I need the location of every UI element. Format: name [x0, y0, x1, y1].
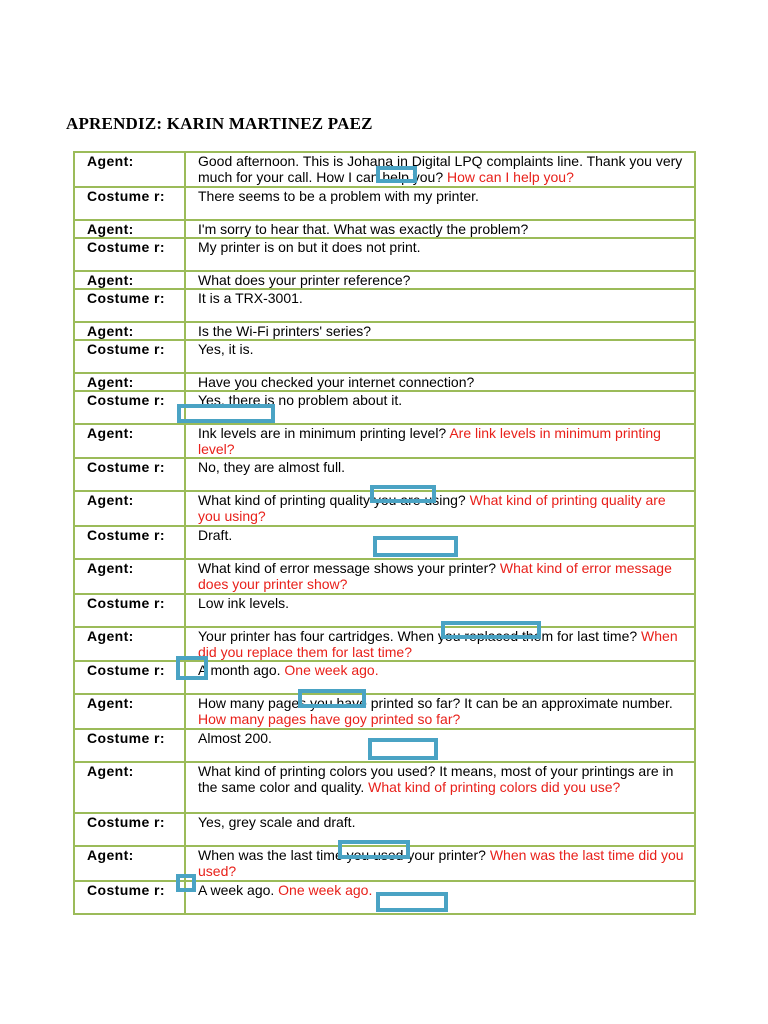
table-row — [74, 627, 695, 661]
utterance-text: Draft. — [198, 527, 233, 543]
speaker-cell: Costume r: — [74, 661, 185, 694]
utterance-text: How many pages you have printed so far? It can be an approximate number. — [198, 695, 673, 711]
page-title: APRENDIZ: KARIN MARTINEZ PAEZ — [66, 114, 373, 133]
table-row — [74, 187, 695, 220]
speaker-cell: Costume r: — [74, 729, 185, 762]
utterance-text: What does your printer reference? — [198, 272, 411, 288]
utterance-cell — [185, 238, 695, 271]
speaker-cell: Costume r: — [74, 594, 185, 627]
utterance-text: A week ago. — [198, 882, 279, 898]
utterance-text: What kind of printing quality you are using? — [198, 492, 470, 508]
table-row — [74, 881, 695, 914]
utterance-cell — [185, 526, 695, 559]
correction-text: What kind of printing quality are you using? — [198, 492, 666, 524]
utterance-text: No, they are almost full. — [198, 459, 346, 475]
speaker-cell: Agent: — [74, 220, 185, 238]
table-row — [74, 491, 695, 526]
utterance-cell — [185, 340, 695, 373]
utterance-text: Almost 200. — [198, 730, 272, 746]
utterance-cell — [185, 491, 695, 526]
utterance-cell — [185, 813, 695, 846]
utterance-text: It is a TRX-3001. — [198, 290, 303, 306]
table-row — [74, 594, 695, 627]
utterance-text: My printer is on but it does not print. — [198, 239, 421, 255]
utterance-text: What kind of printing colors you used? It means, most of your printings are in the same color and quality. — [198, 763, 674, 795]
correction-text: What kind of error message does your printer show? — [198, 560, 672, 592]
speaker-cell: Costume r: — [74, 238, 185, 271]
table-row — [74, 729, 695, 762]
utterance-text: Yes, there is no problem about it. — [198, 392, 403, 408]
utterance-text: Have you checked your internet connection? — [198, 374, 475, 390]
table-row — [74, 424, 695, 458]
table-row — [74, 661, 695, 694]
utterance-text: I'm sorry to hear that. What was exactly the problem? — [198, 221, 529, 237]
table-row — [74, 152, 695, 187]
table-row — [74, 373, 695, 391]
utterance-cell — [185, 271, 695, 289]
table-row — [74, 458, 695, 491]
table-row — [74, 271, 695, 289]
utterance-cell — [185, 881, 695, 914]
speaker-cell: Costume r: — [74, 813, 185, 846]
dialogue-table — [73, 151, 696, 915]
utterance-text: There seems to be a problem with my printer. — [198, 188, 479, 204]
speaker-cell: Costume r: — [74, 340, 185, 373]
utterance-cell — [185, 424, 695, 458]
utterance-text: When was the last time you used your printer? — [198, 847, 490, 863]
speaker-cell: Agent: — [74, 491, 185, 526]
correction-text: What kind of printing colors did you use? — [368, 779, 621, 795]
speaker-cell: Agent: — [74, 627, 185, 661]
utterance-cell — [185, 694, 695, 729]
table-row — [74, 526, 695, 559]
correction-text: How many pages have goy printed so far? — [198, 711, 461, 727]
utterance-text: A month ago. — [198, 662, 285, 678]
utterance-cell — [185, 762, 695, 813]
utterance-cell — [185, 373, 695, 391]
utterance-text: What kind of error message shows your printer? — [198, 560, 500, 576]
table-row — [74, 846, 695, 881]
correction-text: How can I help you? — [447, 169, 574, 185]
utterance-text: Yes, grey scale and draft. — [198, 814, 356, 830]
table-row — [74, 340, 695, 373]
correction-text: One week ago. — [284, 662, 379, 678]
table-row — [74, 322, 695, 340]
utterance-cell — [185, 187, 695, 220]
table-row — [74, 694, 695, 729]
utterance-cell — [185, 220, 695, 238]
speaker-cell: Agent: — [74, 152, 185, 187]
utterance-cell — [185, 391, 695, 424]
utterance-text: Your printer has four cartridges. When you replaced them for last time? — [198, 628, 642, 644]
speaker-cell: Agent: — [74, 271, 185, 289]
utterance-cell — [185, 458, 695, 491]
utterance-cell — [185, 152, 695, 187]
speaker-cell: Costume r: — [74, 187, 185, 220]
speaker-cell: Costume r: — [74, 526, 185, 559]
table-row — [74, 559, 695, 594]
table-row — [74, 391, 695, 424]
utterance-text: Yes, it is. — [198, 341, 254, 357]
utterance-cell — [185, 322, 695, 340]
speaker-cell: Costume r: — [74, 391, 185, 424]
table-row — [74, 238, 695, 271]
table-row — [74, 289, 695, 322]
correction-text: When did you replace them for last time? — [198, 628, 678, 660]
utterance-cell — [185, 289, 695, 322]
table-row — [74, 762, 695, 813]
utterance-text: Low ink levels. — [198, 595, 290, 611]
utterance-text: Is the Wi-Fi printers' series? — [198, 323, 372, 339]
correction-text: Are link levels in minimum printing level? — [198, 425, 661, 457]
utterance-cell — [185, 729, 695, 762]
speaker-cell: Agent: — [74, 846, 185, 881]
speaker-cell: Costume r: — [74, 458, 185, 491]
speaker-cell: Agent: — [74, 322, 185, 340]
speaker-cell: Agent: — [74, 694, 185, 729]
speaker-cell: Agent: — [74, 373, 185, 391]
speaker-cell: Agent: — [74, 559, 185, 594]
speaker-cell: Costume r: — [74, 881, 185, 914]
utterance-text: Good afternoon. This is Johana in Digital LPQ complaints line. Thank you very much for your call. How I can help you? — [198, 153, 683, 185]
speaker-cell: Agent: — [74, 762, 185, 813]
correction-text: When was the last time did you used? — [198, 847, 684, 879]
table-row — [74, 220, 695, 238]
utterance-cell — [185, 661, 695, 694]
dialogue-rows — [74, 152, 695, 914]
speaker-cell: Costume r: — [74, 289, 185, 322]
utterance-cell — [185, 627, 695, 661]
utterance-cell — [185, 559, 695, 594]
utterance-cell — [185, 594, 695, 627]
utterance-cell — [185, 846, 695, 881]
table-row — [74, 813, 695, 846]
speaker-cell: Agent: — [74, 424, 185, 458]
correction-text: One week ago. — [278, 882, 373, 898]
utterance-text: Ink levels are in minimum printing level? — [198, 425, 450, 441]
